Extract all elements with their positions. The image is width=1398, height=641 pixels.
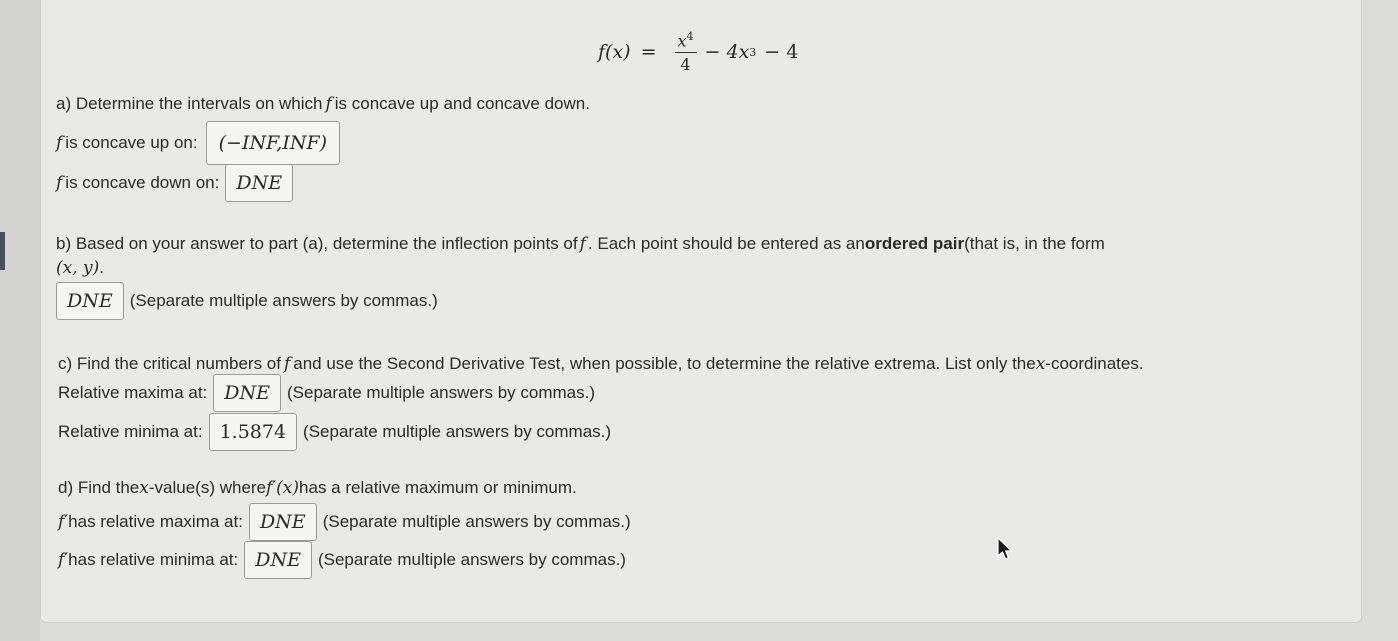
fraction-denominator: 4 <box>680 55 691 75</box>
concave-up-label: is concave up on: <box>65 133 198 152</box>
concave-up-var: f <box>56 133 63 153</box>
fprime-minima-answer-field[interactable]: DNE <box>244 541 312 579</box>
part-b-ordered-pair: ordered pair <box>864 234 965 253</box>
function-equation <box>598 22 798 82</box>
part-d-prompt-var: x <box>139 478 149 498</box>
concave-down-var: f <box>56 173 63 193</box>
concave-down-label: is concave down on: <box>65 173 220 192</box>
part-c-prompt-var2: x <box>1035 354 1046 374</box>
left-scroll-marker <box>0 232 5 270</box>
part-a-prompt-post: is concave up and concave down. <box>334 94 590 113</box>
part-b-prompt-pre: b) Based on your answer to part (a), determine the inflection points of <box>56 234 578 253</box>
part-b-prompt-var: f <box>579 234 586 254</box>
part-b-prompt <box>56 233 1105 255</box>
fraction-numerator-base: x <box>677 31 687 51</box>
concave-up-answer-field[interactable]: (−INF,INF) <box>206 121 340 165</box>
inflection-points-answer-field[interactable]: DNE <box>56 282 124 320</box>
relative-minima-label: Relative minima at: <box>58 422 203 441</box>
relative-maxima-row <box>58 374 595 412</box>
equation-lhs: f(x) <box>598 41 631 63</box>
part-c-prompt <box>58 353 1144 375</box>
equation-equals: = <box>640 41 657 63</box>
fprime-maxima-var: f′ <box>58 512 69 532</box>
fraction-numerator-exponent: 4 <box>686 29 694 43</box>
equation-fraction <box>675 30 697 74</box>
part-d-prompt-mid: -value(s) where <box>148 478 267 497</box>
part-d-prompt-pre: d) Find the <box>58 478 140 497</box>
part-b-form-math: (x, y) <box>56 258 100 278</box>
inflection-hint: (Separate multiple answers by commas.) <box>129 291 438 310</box>
part-b-form-end: . <box>99 258 104 277</box>
equation-constant-term: − 4 <box>764 41 799 63</box>
fprime-maxima-row <box>58 503 631 541</box>
concave-down-row <box>56 164 299 202</box>
part-d-fprime: f′(x) <box>266 478 300 498</box>
relative-minima-answer-field[interactable]: 1.5874 <box>209 413 297 451</box>
part-b-prompt-mid: . Each point should be entered as an <box>587 234 865 253</box>
relative-minima-hint: (Separate multiple answers by commas.) <box>303 422 612 441</box>
part-c-prompt-var: f <box>283 354 291 374</box>
part-b-prompt-post: (that is, in the form <box>964 234 1105 253</box>
cubic-exponent: 3 <box>749 45 757 59</box>
part-c-prompt-pre: c) Find the critical numbers of <box>58 354 281 373</box>
relative-maxima-answer-field[interactable]: DNE <box>213 374 281 412</box>
part-c-prompt-end: -coordinates. <box>1045 354 1144 373</box>
fprime-maxima-hint: (Separate multiple answers by commas.) <box>322 512 631 531</box>
part-c-prompt-post: and use the Second Derivative Test, when possible, to determine the relative extrema. List only the <box>293 354 1036 373</box>
part-a-prompt-pre: a) Determine the intervals on which <box>56 94 323 113</box>
inflection-row <box>50 282 438 320</box>
equation-cubic-term: − 4x <box>704 41 750 63</box>
part-d-prompt <box>58 477 577 499</box>
mouse-pointer-icon <box>996 537 1014 561</box>
fprime-maxima-label: has relative maxima at: <box>68 512 243 531</box>
fprime-minima-row <box>58 541 626 579</box>
relative-maxima-hint: (Separate multiple answers by commas.) <box>287 383 596 402</box>
fprime-minima-hint: (Separate multiple answers by commas.) <box>317 550 626 569</box>
part-b-form <box>56 257 104 279</box>
fprime-minima-var: f′ <box>58 550 69 570</box>
concave-up-row <box>56 121 346 165</box>
concave-down-answer-field[interactable]: DNE <box>225 164 293 202</box>
part-d-prompt-post: has a relative maximum or minimum. <box>299 478 577 497</box>
left-sidebar-strip <box>0 0 40 641</box>
fprime-minima-label: has relative minima at: <box>68 550 239 569</box>
part-a-prompt <box>56 93 590 115</box>
fprime-maxima-answer-field[interactable]: DNE <box>249 503 317 541</box>
relative-maxima-label: Relative maxima at: <box>58 383 208 402</box>
part-a-prompt-var: f <box>325 94 332 114</box>
relative-minima-row <box>58 413 611 451</box>
